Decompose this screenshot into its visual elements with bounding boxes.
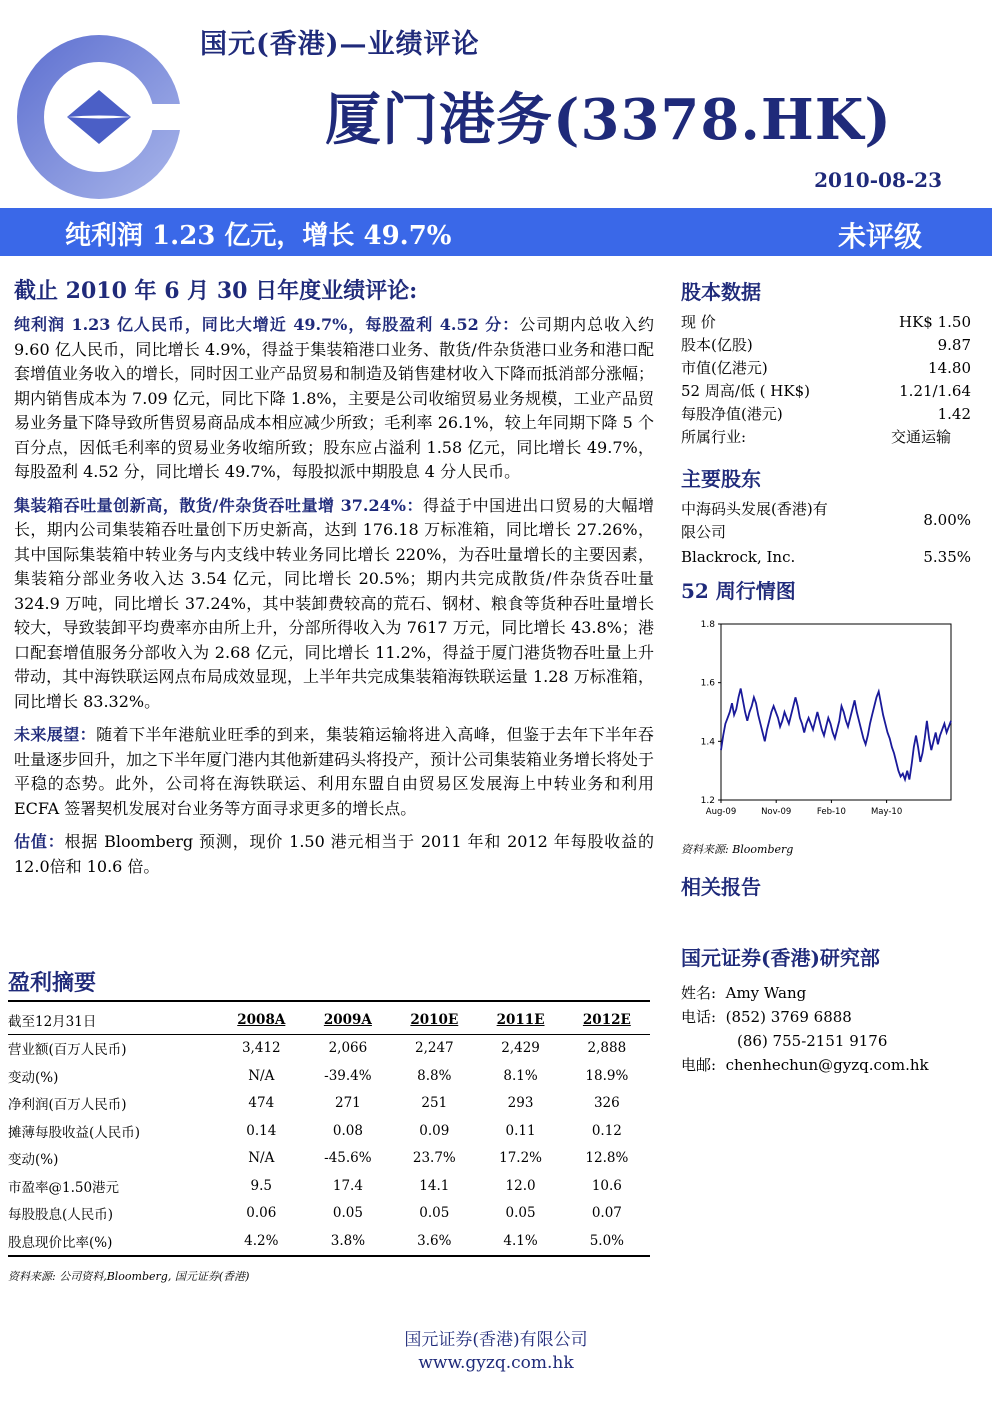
table-cell: 0.05	[505, 1205, 536, 1222]
table-cell: 0.08	[332, 1122, 363, 1139]
profit-bottom-rule	[8, 1255, 650, 1257]
paragraph	[14, 830, 654, 879]
stock-row	[681, 357, 971, 380]
holder-pct: 8.00%	[923, 511, 971, 529]
holder-pct: 5.35%	[923, 548, 971, 566]
table-cell: 9.5	[250, 1177, 273, 1194]
table-cell: 0.05	[419, 1205, 450, 1222]
stock-row	[681, 426, 971, 449]
table-cell: N/A	[248, 1150, 275, 1167]
table-cell: 18.9%	[585, 1067, 629, 1084]
table-cell: 净利润(百万人民币)	[8, 1097, 127, 1114]
x-tick-label: Aug-09	[705, 807, 737, 817]
paragraph-body: 根据 Bloomberg 预测，现价 1.50 港元相当于 2011 年和 2012 年每股收益的 12.0倍和 10.6 倍。	[14, 832, 654, 876]
table-cell: 截至12月31日	[8, 1006, 218, 1034]
table-cell: 12.8%	[585, 1150, 629, 1167]
footer-company: 国元证券(香港)有限公司	[404, 1330, 588, 1350]
table-row	[8, 1172, 650, 1200]
plot-frame	[721, 624, 951, 800]
table-cell: 每股股息(人民币)	[8, 1207, 114, 1224]
x-tick-label: May-10	[870, 807, 903, 817]
main-commentary	[14, 274, 654, 888]
table-cell: 3.8%	[330, 1232, 366, 1249]
table-cell: 3,412	[241, 1040, 281, 1057]
paragraph-lead: 未来展望：	[14, 725, 97, 744]
related-reports-title: 相关报告	[681, 875, 761, 899]
holder-row	[681, 498, 971, 544]
research-dept-title: 国元证券(香港)研究部	[681, 946, 880, 970]
name-label: 姓名:	[681, 984, 717, 1002]
stock-value: 1.21/1.64	[899, 382, 971, 400]
stock-row	[681, 403, 971, 426]
brand-title: 国元(香港)—业绩评论	[200, 29, 480, 60]
paragraph	[14, 494, 654, 715]
table-cell: 2,066	[328, 1040, 368, 1057]
table-cell: -45.6%	[324, 1150, 372, 1167]
table-cell: 4.1%	[503, 1232, 538, 1249]
table-cell: 2009A	[305, 1006, 392, 1034]
profit-table	[8, 1006, 650, 1255]
table-cell: 变动(%)	[8, 1069, 59, 1086]
phone-cn: (86) 755-2151 9176	[737, 1032, 888, 1050]
table-cell: 0.07	[591, 1205, 622, 1222]
paragraph-lead: 纯利润 1.23 亿人民币，同比大增近 49.7%，每股盈利 4.52 分：	[14, 315, 520, 334]
table-cell: 5.0%	[589, 1232, 624, 1249]
stock-value: HK$ 1.50	[899, 313, 971, 331]
table-cell: -39.4%	[324, 1067, 372, 1084]
table-cell: 271	[335, 1095, 361, 1112]
table-cell: 293	[507, 1095, 534, 1112]
table-cell: 4.2%	[244, 1232, 279, 1249]
chart-source: 资料来源: Bloomberg	[681, 843, 794, 856]
profit-source: 资料来源: 公司资料,Bloomberg, 国元证券(香港)	[8, 1270, 250, 1283]
paragraph	[14, 313, 654, 485]
y-tick-label: 1.4	[700, 737, 715, 748]
stock-row	[681, 311, 971, 334]
table-cell: 0.14	[246, 1122, 277, 1139]
table-cell: 14.1	[419, 1177, 450, 1194]
table-cell: 0.06	[246, 1205, 277, 1222]
profit-top-rule	[8, 1000, 650, 1002]
stock-value: 9.87	[937, 336, 971, 354]
table-cell: 0.11	[505, 1122, 536, 1139]
table-cell: 2008A	[218, 1006, 305, 1034]
y-tick-label: 1.2	[700, 796, 715, 806]
contact-block	[681, 981, 971, 1077]
table-cell: 营业额(百万人民币)	[8, 1042, 127, 1059]
table-cell: 股息现价比率(%)	[8, 1234, 113, 1251]
stock-value: 1.42	[937, 405, 971, 423]
company-logo	[12, 30, 187, 205]
paragraph-body: 得益于中国进出口贸易的大幅增长，期内公司集装箱吞吐量创下历史新高，达到 176.18 万标准箱，同比增长 27.26%，其中国际集装箱中转业务与内支线中转业务同比增长 220%，为吞吐量增长的主要因素，集装箱分部业务收入达 3.54 亿元，同比增长 20.5%；期内共完成散货/件杂货吞吐量 324.9 万吨，同比增长 37.24%，其中装卸费较高的荒石、钢材、粮食等货种吞吐量增长较大，导致装卸平均费率亦由所上升，分部所得收入为 7617 万元，同比增长 43.8%；港口配套增值服务分部收入为 2.68 亿元，同比增长 11.2%，得益于厦门港货物吞吐量上升带动，其中海铁联运网点布局成效显现，上半年共完成集装箱海铁联运量 1.28 万标准箱，同比增长 83.32%。	[14, 495, 654, 711]
table-cell: 474	[248, 1095, 275, 1112]
table-cell: 2010E	[391, 1006, 477, 1034]
table-cell: 8.1%	[503, 1067, 538, 1084]
price-series-line	[721, 689, 951, 780]
table-cell: 0.05	[332, 1205, 363, 1222]
stock-data-title: 股本数据	[681, 280, 761, 304]
headline-band	[0, 208, 992, 256]
table-cell: 摊薄每股收益(人民币)	[8, 1124, 141, 1141]
table-cell: 8.8%	[417, 1067, 452, 1084]
chart-title: 52 周行情图	[681, 579, 796, 603]
table-cell: 2,247	[414, 1040, 454, 1057]
stock-key: 现 价	[681, 313, 716, 331]
table-cell: 17.2%	[499, 1150, 542, 1167]
y-tick-label: 1.8	[700, 620, 715, 630]
table-cell: 251	[421, 1095, 448, 1112]
stock-key: 所属行业:	[681, 428, 747, 446]
table-row	[8, 1090, 650, 1118]
table-cell: 2011E	[477, 1006, 563, 1034]
table-header-row	[8, 1006, 650, 1034]
stock-key: 每股净值(港元)	[681, 405, 783, 423]
report-title: 厦门港务(3378.HK)	[325, 87, 892, 153]
table-cell: 2012E	[564, 1006, 650, 1034]
profit-summary-title: 盈利摘要	[8, 970, 97, 996]
footer-url[interactable]: www.gyzq.com.hk	[418, 1353, 574, 1373]
holder-name: 中海码头发展(香港)有	[681, 500, 828, 518]
analyst-name: Amy Wang	[725, 984, 807, 1002]
table-cell: 2,888	[587, 1040, 627, 1057]
table-cell: 23.7%	[412, 1150, 456, 1167]
commentary-heading: 截止 2010 年 6 月 30 日年度业绩评论:	[14, 278, 418, 304]
table-cell: 3.6%	[417, 1232, 452, 1249]
table-cell: 市盈率@1.50港元	[8, 1179, 120, 1196]
table-cell: 10.6	[591, 1177, 622, 1194]
y-tick-label: 1.6	[700, 678, 715, 689]
analyst-email[interactable]: chenhechun@gyzq.com.hk	[725, 1056, 929, 1074]
holder-row	[681, 546, 971, 569]
table-row	[8, 1200, 650, 1228]
table-cell: N/A	[248, 1067, 275, 1084]
table-row	[8, 1145, 650, 1173]
stock-key: 市值(亿港元)	[681, 359, 768, 377]
stock-row	[681, 380, 971, 403]
table-row	[8, 1034, 650, 1062]
paragraph-lead: 集装箱吞吐量创新高，散货/件杂货吞吐量增 37.24%：	[14, 495, 424, 515]
stock-value: 交通运输	[890, 428, 951, 446]
sidebar	[681, 276, 971, 1077]
price-chart	[681, 610, 971, 835]
holder-name: Blackrock, Inc.	[681, 548, 796, 566]
table-cell: 17.4	[332, 1177, 363, 1194]
rating: 未评级	[838, 220, 923, 253]
holder-name-cont: 限公司	[681, 523, 727, 541]
holders-title: 主要股东	[681, 467, 761, 491]
table-cell: 326	[593, 1095, 620, 1112]
paragraph-body: 随着下半年港航业旺季的到来，集装箱运输将进入高峰，但鉴于去年下半年吞吐量逐步回升，加之下半年厦门港内其他新建码头将投产，预计公司集装箱业务增长将处于平稳的态势。此外，公司将在海铁联运、利用东盟自由贸易区发展海上中转业务和利用 ECFA 签署契机发展对台业务等方面寻求更多的增长点。	[14, 725, 655, 818]
table-cell: 变动(%)	[8, 1152, 59, 1169]
stock-key: 股本(亿股)	[681, 336, 753, 354]
x-tick-label: Feb-10	[816, 807, 846, 817]
table-cell: 2,429	[501, 1040, 540, 1057]
stock-row	[681, 334, 971, 357]
table-row	[8, 1227, 650, 1255]
table-cell: 0.09	[419, 1122, 450, 1139]
email-label: 电邮:	[681, 1056, 717, 1074]
phone-hk: (852) 3769 6888	[725, 1008, 852, 1026]
table-cell: 0.12	[591, 1122, 622, 1139]
table-row	[8, 1062, 650, 1090]
headline: 纯利润 1.23 亿元，增长 49.7%	[65, 221, 452, 251]
phone-label: 电话:	[681, 1008, 717, 1026]
x-tick-label: Nov-09	[761, 807, 792, 817]
stock-key: 52 周高/低 ( HK$)	[681, 382, 810, 400]
stock-value: 14.80	[928, 359, 971, 377]
paragraph	[14, 723, 654, 821]
paragraph-lead: 估值：	[14, 832, 65, 851]
table-row	[8, 1117, 650, 1145]
table-cell: 12.0	[505, 1177, 536, 1194]
report-date: 2010-08-23	[814, 168, 942, 192]
paragraph-body: 公司期内总收入约 9.60 亿人民币，同比增长 4.9%，得益于集装箱港口业务、散货/件杂货港口业务和港口配套增值业务收入的增长，同时因工业产品贸易和制造及销售建材收入下降而抵消部分涨幅；期内销售成本为 7.09 亿元，同比下降 1.8%，主要是公司收缩贸易业务规模，工业产品贸易业务量下降导致所售贸易商品成本相应减少所致；毛利率 26.1%，较上年同期下降 5 个百分点，因低毛利率的贸易业务收缩所致；股东应占溢利 1.58 亿元，同比增长 49.7%，每股盈利 4.52 分，同比增长 49.7%，每股拟派中期股息 4 分人民币。	[14, 315, 655, 481]
